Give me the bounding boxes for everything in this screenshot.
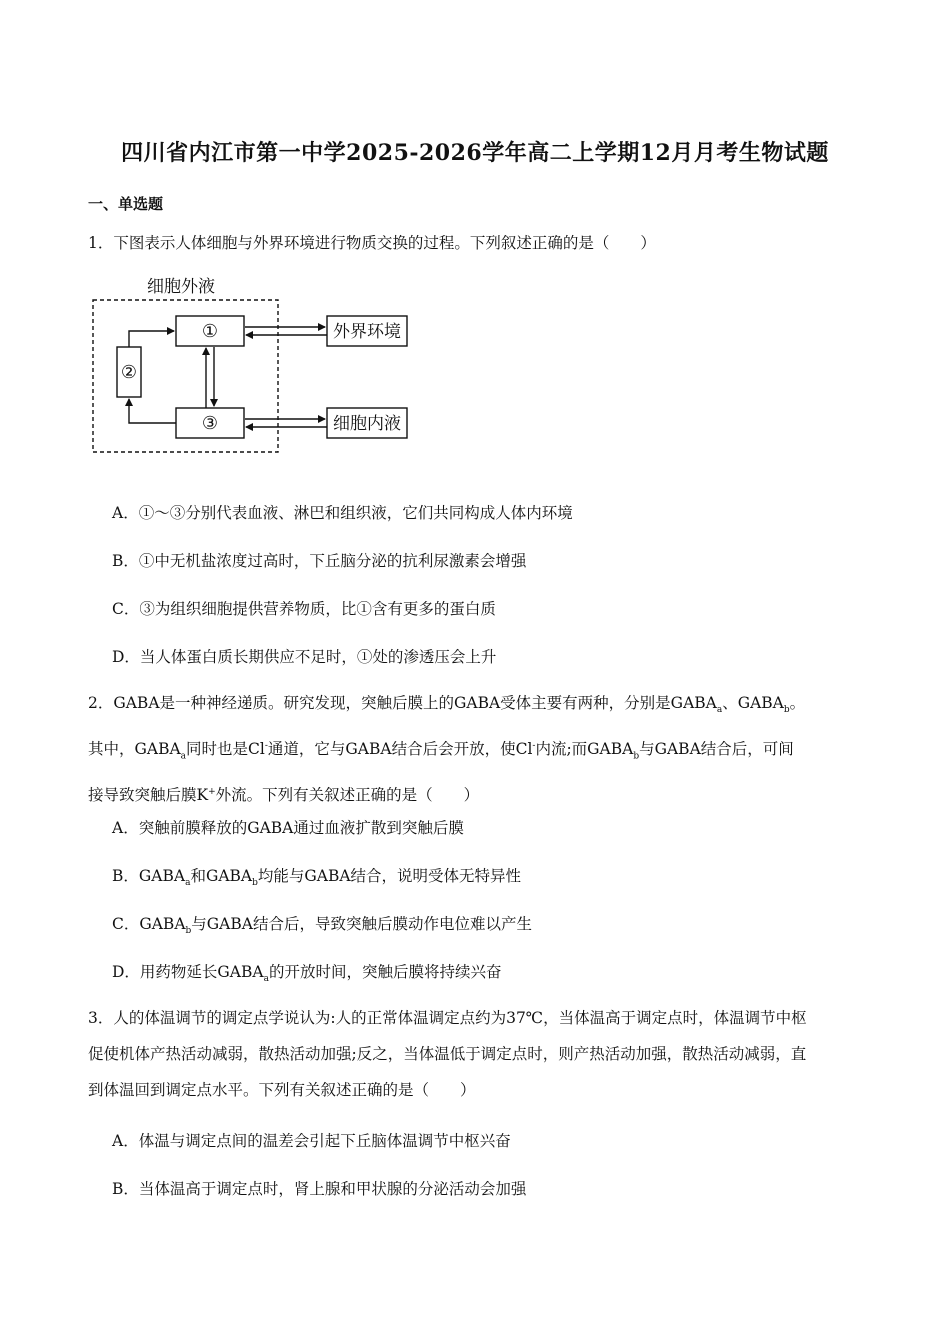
q3-option-a: A．体温与调定点间的温差会引起下丘脑体温调节中枢兴奋 xyxy=(112,1132,511,1150)
section-heading: 一、单选题 xyxy=(88,195,164,213)
box-2-label: ② xyxy=(120,362,138,383)
external-environment-label: 外界环境 xyxy=(333,322,401,342)
exchange-diagram xyxy=(85,270,425,460)
question-2-stem xyxy=(88,685,863,814)
box-3-label: ③ xyxy=(201,413,219,434)
q3-line-2: 促使机体产热活动减弱，散热活动加强;反之，当体温低于调定点时，则产热活动加强，散热活动减弱，直 xyxy=(88,1045,807,1063)
q2-line-2: 其中，$GABA_a$同时也是Cl-通道，它与GABA结合后会开放，使Cl-内流;而$GABA_b$与GABA结合后，可间 xyxy=(88,740,794,762)
q2-option-a: A．突触前膜释放的GABA通过血液扩散到突触后膜 xyxy=(112,819,464,837)
box-1-label: ① xyxy=(201,321,219,342)
page-title: 四川省内江市第一中学2025-2026学年高二上学期12月月考生物试题 xyxy=(121,140,829,166)
q2-option-c: C．$GABA_b$与GABA结合后，导致突触后膜动作电位难以产生 xyxy=(112,915,532,937)
diagram-outer-label: 细胞外液 xyxy=(147,277,215,297)
q2-line-3: 接导致突触后膜K+外流。下列有关叙述正确的是（ ） xyxy=(88,786,480,805)
q2-line-1: 2．GABA是一种神经递质。研究发现，突触后膜上的GABA受体主要有两种，分别是$GABA_a$、$GABA_b$。 xyxy=(88,694,806,716)
q1-option-b: B．①中无机盐浓度过高时，下丘脑分泌的抗利尿激素会增强 xyxy=(112,552,527,570)
q2-option-d: D．用药物延长$GABA_a$的开放时间，突触后膜将持续兴奋 xyxy=(112,963,502,985)
q3-line-3: 到体温回到调定点水平。下列有关叙述正确的是（ ） xyxy=(88,1081,476,1099)
q1-option-c: C．③为组织细胞提供营养物质，比①含有更多的蛋白质 xyxy=(112,600,496,618)
arrow-3-to-2 xyxy=(129,399,176,423)
question-3-stem xyxy=(88,1000,863,1108)
intracellular-fluid-label: 细胞内液 xyxy=(333,414,401,434)
q1-option-a: A．①～③分别代表血液、淋巴和组织液，它们共同构成人体内环境 xyxy=(112,504,573,522)
arrow-2-to-1 xyxy=(129,331,174,347)
q3-line-1: 3．人的体温调节的调定点学说认为:人的正常体温调定点约为37℃，当体温高于调定点时，体温调节中枢 xyxy=(88,1009,807,1027)
q1-option-d: D．当人体蛋白质长期供应不足时，①处的渗透压会上升 xyxy=(112,648,497,666)
q2-option-b: B．$GABA_a$和$GABA_b$均能与GABA结合，说明受体无特异性 xyxy=(112,867,522,889)
q3-option-b: B．当体温高于调定点时，肾上腺和甲状腺的分泌活动会加强 xyxy=(112,1180,527,1198)
question-1-stem: 1．下图表示人体细胞与外界环境进行物质交换的过程。下列叙述正确的是（ ） xyxy=(88,234,656,252)
